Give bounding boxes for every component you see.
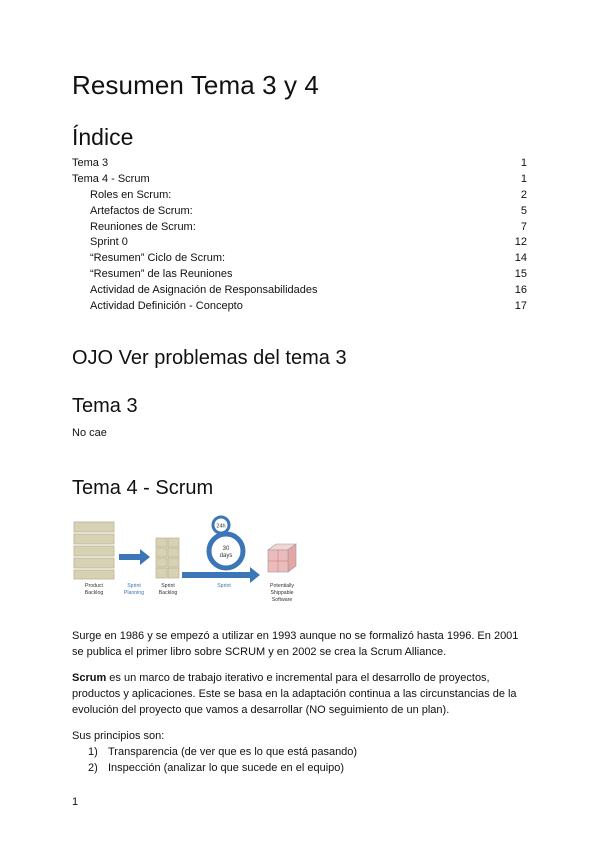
list-item	[88, 744, 357, 760]
planning-arrow	[119, 549, 150, 565]
list-item-number: 1)	[88, 746, 98, 758]
software-cube	[268, 544, 296, 572]
label-sprint-2: Sprint	[161, 583, 175, 589]
toc-entry-label: Actividad de Asignación de Responsabilidades	[90, 284, 318, 297]
toc-entry-page: 7	[520, 220, 527, 233]
tema3-text: No cae	[72, 427, 107, 439]
list-item-text: Inspección (analizar lo que sucede en el equipo)	[108, 762, 345, 774]
toc-entry-label: “Resumen” de las Reuniones	[90, 268, 233, 281]
sprint-cycle	[182, 517, 260, 583]
tema3-heading: Tema 3	[72, 395, 138, 417]
toc-entry-label: Reuniones de Scrum:	[90, 220, 196, 233]
toc-entry[interactable]	[72, 267, 527, 283]
toc-entry-label: Tema 4 - Scrum	[72, 172, 150, 185]
label-30: 30	[222, 546, 230, 552]
label-sprint-backlog: Backlog	[158, 590, 178, 596]
toc-entry[interactable]	[72, 156, 527, 172]
label-software: Software	[271, 597, 293, 603]
toc-entry[interactable]	[72, 283, 527, 299]
principles-list	[88, 744, 357, 776]
warning-heading: OJO Ver problemas del tema 3	[72, 347, 347, 369]
toc-entry[interactable]	[72, 220, 527, 236]
label-potentially: Potentially	[270, 583, 294, 589]
toc-entry[interactable]	[72, 204, 527, 220]
label-planning: Planning	[123, 590, 145, 596]
tema4-heading: Tema 4 - Scrum	[72, 477, 214, 499]
scrum-process-diagram	[72, 514, 308, 608]
label-product-backlog: Backlog	[84, 590, 104, 596]
toc-entry-page: 1	[520, 157, 527, 169]
toc-entry-page: 1	[520, 172, 527, 185]
toc-entry-page: 5	[520, 204, 527, 217]
label-shippable: Shippable	[270, 590, 294, 596]
principles-intro: Sus principios son:	[72, 730, 165, 742]
toc-entry[interactable]	[72, 235, 527, 251]
table-of-contents	[72, 156, 527, 315]
toc-entry-label: Roles en Scrum:	[90, 188, 172, 201]
toc-entry[interactable]	[72, 251, 527, 267]
document-title: Resumen Tema 3 y 4	[72, 70, 319, 100]
label-days: days	[219, 553, 233, 559]
list-item-number: 2)	[88, 762, 98, 774]
toc-entry-label: Sprint 0	[90, 236, 128, 249]
label-sprint: Sprint	[217, 583, 231, 589]
toc-entry[interactable]	[72, 172, 527, 188]
toc-entry-page: 16	[514, 284, 527, 297]
list-item	[88, 760, 357, 776]
toc-entry-label: “Resumen” Ciclo de Scrum:	[90, 252, 226, 265]
scrum-definition-paragraph	[72, 670, 527, 718]
toc-entry-page: 14	[514, 252, 527, 265]
history-paragraph: Surge en 1986 y se empezó a utilizar en 1993 aunque no se formalizó hasta 1996. En 2001 se publica el primer libro sobre SCRUM y en 2002 se crea la Scrum Alliance.	[72, 630, 519, 658]
toc-entry-page: 17	[514, 300, 527, 313]
scrum-definition-text: es un marco de trabajo iterativo e incremental para el desarrollo de proyectos, productos y aplicaciones. Este se basa en la adaptación continua a las circunstancias de la evolución del proyecto que vamos a desarrollar (NO seguimiento de un plan).	[72, 672, 517, 716]
toc-entry-label: Tema 3	[72, 157, 109, 169]
toc-entry-page: 2	[520, 188, 527, 201]
toc-entry-page: 12	[514, 236, 527, 249]
toc-entry[interactable]	[72, 299, 527, 315]
product-backlog-stack	[74, 522, 114, 579]
toc-entry-page: 15	[514, 268, 527, 281]
page-number: 1	[72, 796, 79, 808]
toc-entry-label: Artefactos de Scrum:	[90, 204, 193, 217]
sprint-backlog-stack	[156, 538, 179, 578]
toc-entry[interactable]	[72, 188, 527, 204]
label-24h: 24h	[216, 523, 226, 530]
label-product: Product	[85, 583, 103, 589]
list-item-text: Transparencia (de ver que es lo que está pasando)	[108, 746, 358, 758]
scrum-bold-term: Scrum	[72, 672, 107, 684]
label-sprint-1: Sprint	[127, 583, 141, 589]
toc-entry-label: Actividad Definición - Concepto	[90, 300, 243, 313]
index-heading: Índice	[72, 124, 134, 150]
